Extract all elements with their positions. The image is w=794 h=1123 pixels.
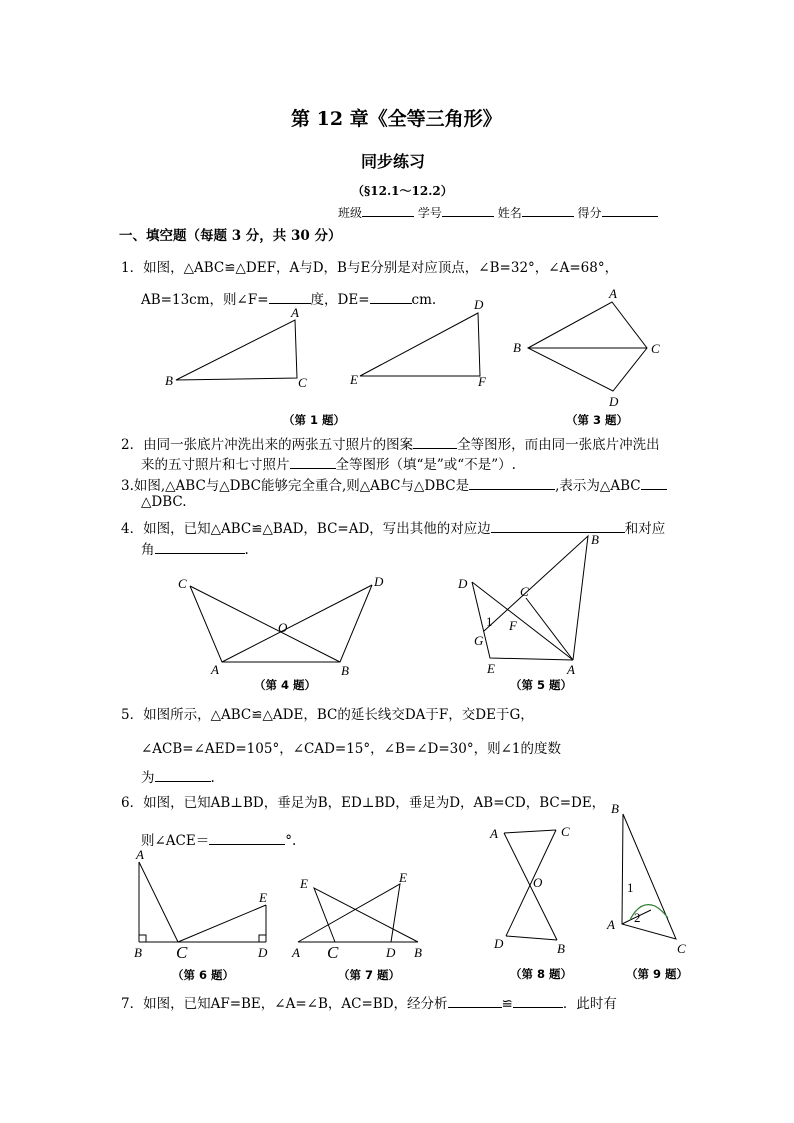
fig4-label-o: O [278, 620, 288, 635]
score-blank[interactable] [602, 202, 658, 217]
fig3-label-d: D [609, 394, 619, 409]
name-blank[interactable] [522, 202, 574, 217]
fig6-figure [134, 847, 268, 962]
q7-text-a: 7．如图，已知AF=BE，∠A=∠B，AC=BD，经分析 [121, 996, 448, 1012]
fig1-triangle-def [349, 297, 487, 389]
class-blank[interactable] [362, 202, 414, 217]
section-heading: 一、填空题（每题 3 分，共 30 分） [119, 228, 342, 244]
fig5-label-b: B [591, 532, 599, 547]
fig1-label-a: A [291, 305, 299, 320]
fig9-label-2: 2 [634, 910, 641, 925]
fig1-triangle-abc [165, 305, 307, 390]
q7-text-b: ≌ [501, 996, 513, 1012]
q4-text-c: 角 [141, 542, 155, 558]
q2-line2 [141, 453, 516, 473]
fig8-label-c: C [561, 824, 570, 839]
q7-blank-2[interactable] [513, 993, 563, 1008]
caption-fig6: （第 6 题） [172, 968, 235, 982]
id-blank[interactable] [442, 202, 494, 217]
q3-text-b: ,表示为△ABC [555, 478, 641, 494]
fig3-label-a: A [609, 286, 617, 301]
q5-line2: ∠ACB=∠AED=105°，∠CAD=15°，∠B=∠D=30°，则∠1的度数 [141, 741, 561, 757]
section-range: （§12.1～12.2） [352, 184, 453, 198]
fig1-label-b: B [165, 373, 173, 388]
q1-text-b: 度，DE= [310, 292, 370, 308]
fig1-label-f: F [478, 374, 486, 389]
fig8-label-b: B [557, 941, 565, 956]
caption-fig9: （第 9 题） [626, 967, 689, 981]
q5-text-a: 为 [141, 770, 155, 786]
q7-line1 [121, 992, 617, 1012]
q1-text-c: cm. [411, 292, 437, 308]
fig9-label-1: 1 [627, 880, 634, 895]
fig4-label-b: B [341, 663, 349, 678]
caption-fig3: （第 3 题） [566, 413, 629, 427]
fig4-bowtie [178, 574, 384, 678]
info-name-label: 姓名 [497, 206, 522, 220]
q4-text-b: 和对应 [624, 521, 666, 537]
fig5-label-g: G [474, 633, 484, 648]
fig4-label-c: C [178, 576, 187, 591]
q3-line1 [121, 474, 667, 494]
fig3-label-c: C [651, 341, 660, 356]
fig6-label-c: C [176, 943, 188, 962]
q3-blank-1[interactable] [469, 475, 555, 490]
fig6-label-b: B [134, 945, 142, 960]
fig1-label-d: D [474, 297, 484, 312]
fig9-figure [606, 801, 686, 956]
caption-fig7: （第 7 题） [338, 968, 401, 982]
q6-line1: 6．如图，已知AB⊥BD，垂足为B，ED⊥BD，垂足为D，AB=CD，BC=DE， [121, 795, 606, 811]
caption-fig1: （第 1 题） [283, 413, 346, 427]
fig4-label-a: A [211, 662, 219, 677]
fig7-label-d: D [386, 945, 396, 960]
fig6-label-a: A [136, 847, 144, 862]
fig7-label-a: A [292, 945, 300, 960]
fig5-label-1: 1 [486, 614, 493, 629]
info-score-label: 得分 [577, 206, 602, 220]
fig9-label-c: C [677, 941, 686, 956]
q2-text-a: 2．由同一张底片冲洗出来的两张五寸照片的图案 [121, 437, 414, 453]
q5-blank[interactable] [155, 767, 211, 782]
fig9-label-a: A [607, 917, 615, 932]
page-title: 第 12 章《全等三角形》 [291, 108, 502, 130]
q2-text-c: 来的五寸照片和七寸照片 [141, 457, 290, 473]
caption-fig4: （第 4 题） [254, 678, 317, 692]
fig9-label-b: B [611, 801, 619, 816]
q3-blank-2[interactable] [641, 475, 667, 490]
q6-text-b: °. [285, 833, 297, 849]
q5-text-b: . [210, 770, 215, 786]
fig5-label-f: F [509, 618, 517, 633]
student-info [338, 202, 658, 221]
q1-text-a: AB=13cm，则∠F= [141, 292, 269, 308]
fig3-kite [513, 286, 660, 409]
fig5-figure [457, 532, 599, 677]
fig5-label-d: D [458, 576, 468, 591]
fig4-label-d: D [374, 574, 384, 589]
q2-text-d: 全等图形（填“是”或“不是”）. [335, 457, 516, 473]
q6-text-a: 则∠ACE＝ [141, 833, 210, 849]
fig3-label-b: B [513, 340, 521, 355]
q7-text-c: ．此时有 [562, 996, 617, 1012]
q2-line1 [121, 433, 660, 453]
q2-blank-1[interactable] [413, 434, 457, 449]
info-id-label: 学号 [417, 206, 442, 220]
q5-line1: 5．如图所示，△ABC≌△ADE，BC的延长线交DA于F，交DE于G， [121, 707, 534, 723]
fig6-label-d: D [258, 945, 268, 960]
q1-line1: 1．如图，△ABC≌△DEF，A与D，B与E分别是对应顶点，∠B=32°，∠A=68°， [121, 260, 619, 276]
fig1-label-e: E [350, 372, 358, 387]
fig7-figure [291, 870, 422, 962]
figure-q4-q5 [0, 530, 794, 680]
info-class-label: 班级 [338, 206, 363, 220]
page-subtitle: 同步练习 [361, 152, 426, 171]
q3-text-a: 3.如图,△ABC与△DBC能够完全重合,则△ABC与△DBC是 [121, 478, 470, 494]
fig6-label-e: E [259, 890, 267, 905]
caption-fig5: （第 5 题） [510, 678, 573, 692]
figure-q6-q9 [0, 800, 794, 965]
fig8-label-o: O [533, 875, 543, 890]
fig7-label-b: B [414, 945, 422, 960]
q3-line2: △DBC. [141, 494, 187, 510]
fig5-label-a: A [567, 662, 575, 677]
fig8-label-d: D [494, 936, 504, 951]
fig5-label-c: C [520, 584, 529, 599]
fig5-label-e: E [487, 661, 495, 676]
caption-fig8: （第 8 题） [510, 967, 573, 981]
q4-text-a: 4．如图，已知△ABC≌△BAD，BC=AD，写出其他的对应边 [121, 521, 491, 537]
fig7-label-e1: E [300, 876, 308, 891]
q2-blank-2[interactable] [290, 454, 336, 469]
q2-text-b: 全等图形，而由同一张底片冲洗出 [457, 437, 660, 453]
q5-line3 [141, 766, 215, 786]
figure-q1-q3 [0, 280, 794, 430]
fig8-label-a: A [490, 826, 498, 841]
fig7-label-e2: E [399, 870, 407, 885]
q7-blank-1[interactable] [448, 993, 502, 1008]
fig7-label-c: C [327, 943, 339, 962]
fig8-figure [489, 824, 570, 956]
q4-text-d: . [244, 542, 249, 558]
fig1-label-c: C [298, 375, 307, 390]
